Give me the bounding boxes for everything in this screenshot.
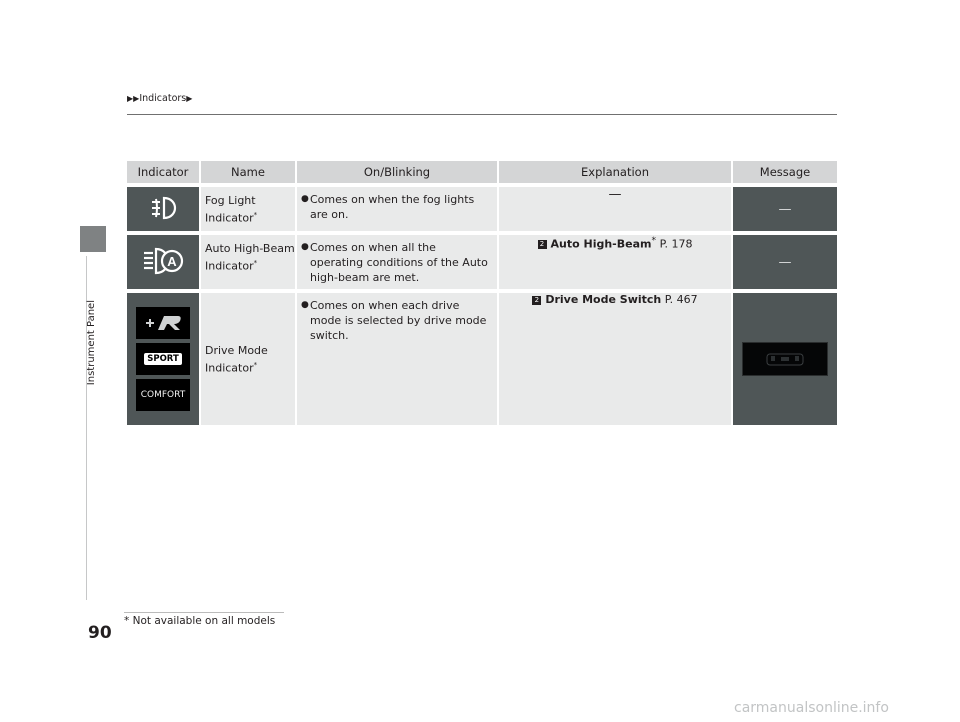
footnote: * Not available on all models bbox=[124, 615, 276, 627]
drive-mode-indicator-cell bbox=[127, 293, 201, 425]
r-mode-indicator bbox=[136, 307, 190, 339]
drive-mode-ref-page[interactable]: P. 467 bbox=[664, 293, 698, 306]
auto-high-beam-ref-mark: * bbox=[651, 235, 657, 246]
drive-mode-on-text: Comes on when each drive mode is selected by drive mode switch. bbox=[310, 299, 487, 342]
watermark: carmanualsonline.info bbox=[734, 700, 889, 716]
comfort-mode-label: COMFORT bbox=[140, 390, 186, 400]
car-silhouette-icon bbox=[743, 343, 827, 375]
breadcrumb-end-arrow-icon: ▶ bbox=[186, 94, 193, 103]
auto-high-beam-indicator-cell bbox=[127, 235, 201, 289]
side-section-label: Instrument Panel bbox=[86, 300, 97, 386]
auto-high-beam-on-cell bbox=[297, 235, 499, 289]
fog-light-message: — bbox=[733, 187, 837, 231]
section-tab bbox=[80, 226, 106, 252]
drive-mode-name-cell bbox=[201, 293, 297, 425]
fog-light-name-cell bbox=[201, 187, 297, 231]
auto-high-beam-ref-page[interactable]: P. 178 bbox=[659, 237, 693, 251]
drive-mode-mark: * bbox=[253, 360, 258, 369]
fog-light-mark: * bbox=[253, 211, 258, 219]
r-mode-icon bbox=[142, 314, 184, 332]
auto-high-beam-name: Auto High-Beam Indicator bbox=[205, 242, 295, 273]
fog-light-on-cell bbox=[297, 187, 499, 231]
breadcrumb-section[interactable]: Indicators bbox=[139, 93, 187, 104]
drive-mode-on-cell bbox=[297, 293, 499, 425]
header-explanation: Explanation bbox=[499, 161, 733, 183]
header-name: Name bbox=[201, 161, 297, 183]
comfort-mode-indicator bbox=[136, 379, 190, 411]
fog-light-icon bbox=[148, 194, 178, 222]
page-number: 90 bbox=[88, 623, 112, 643]
drive-mode-ref-title[interactable]: Drive Mode Switch bbox=[545, 293, 662, 306]
table-row bbox=[127, 187, 837, 231]
fog-light-indicator-cell bbox=[127, 187, 201, 231]
footnote-rule bbox=[124, 612, 284, 613]
table-row bbox=[127, 235, 837, 289]
fog-light-on-text: Comes on when the fog lights are on. bbox=[310, 193, 475, 221]
table-row bbox=[127, 293, 837, 425]
drive-mode-explanation[interactable] bbox=[499, 293, 733, 425]
bullet-icon: ● bbox=[301, 300, 309, 310]
auto-high-beam-ref-title[interactable]: Auto High-Beam bbox=[550, 237, 652, 251]
header-on-blinking: On/Blinking bbox=[297, 161, 499, 183]
breadcrumb-arrow-icon: ▶▶ bbox=[127, 94, 140, 103]
sport-mode-indicator bbox=[136, 343, 190, 375]
indicator-table bbox=[127, 157, 837, 429]
auto-high-beam-icon bbox=[142, 246, 184, 276]
auto-high-beam-on-text: Comes on when all the operating conditions of the Auto high-beam are met. bbox=[310, 241, 488, 284]
header-rule bbox=[127, 114, 837, 115]
drive-mode-message-screen bbox=[742, 342, 828, 376]
auto-high-beam-name-cell bbox=[201, 235, 297, 289]
breadcrumb bbox=[127, 93, 192, 104]
drive-mode-name: Drive Mode Indicator bbox=[205, 343, 268, 375]
bullet-icon: ● bbox=[301, 194, 309, 204]
auto-high-beam-explanation[interactable] bbox=[499, 235, 733, 289]
header-indicator: Indicator bbox=[127, 161, 201, 183]
sport-mode-label: SPORT bbox=[144, 353, 182, 365]
auto-high-beam-mark: * bbox=[253, 259, 258, 267]
drive-mode-message bbox=[733, 293, 837, 425]
reference-icon: 2 bbox=[532, 296, 541, 305]
fog-light-name: Fog Light Indicator bbox=[205, 194, 256, 225]
reference-icon: 2 bbox=[538, 240, 547, 249]
svg-text:A: A bbox=[167, 253, 177, 269]
auto-high-beam-message: — bbox=[733, 235, 837, 289]
header-message: Message bbox=[733, 161, 837, 183]
bullet-icon: ● bbox=[301, 242, 309, 252]
fog-light-explanation: — bbox=[499, 187, 733, 231]
table-header-row bbox=[127, 161, 837, 183]
